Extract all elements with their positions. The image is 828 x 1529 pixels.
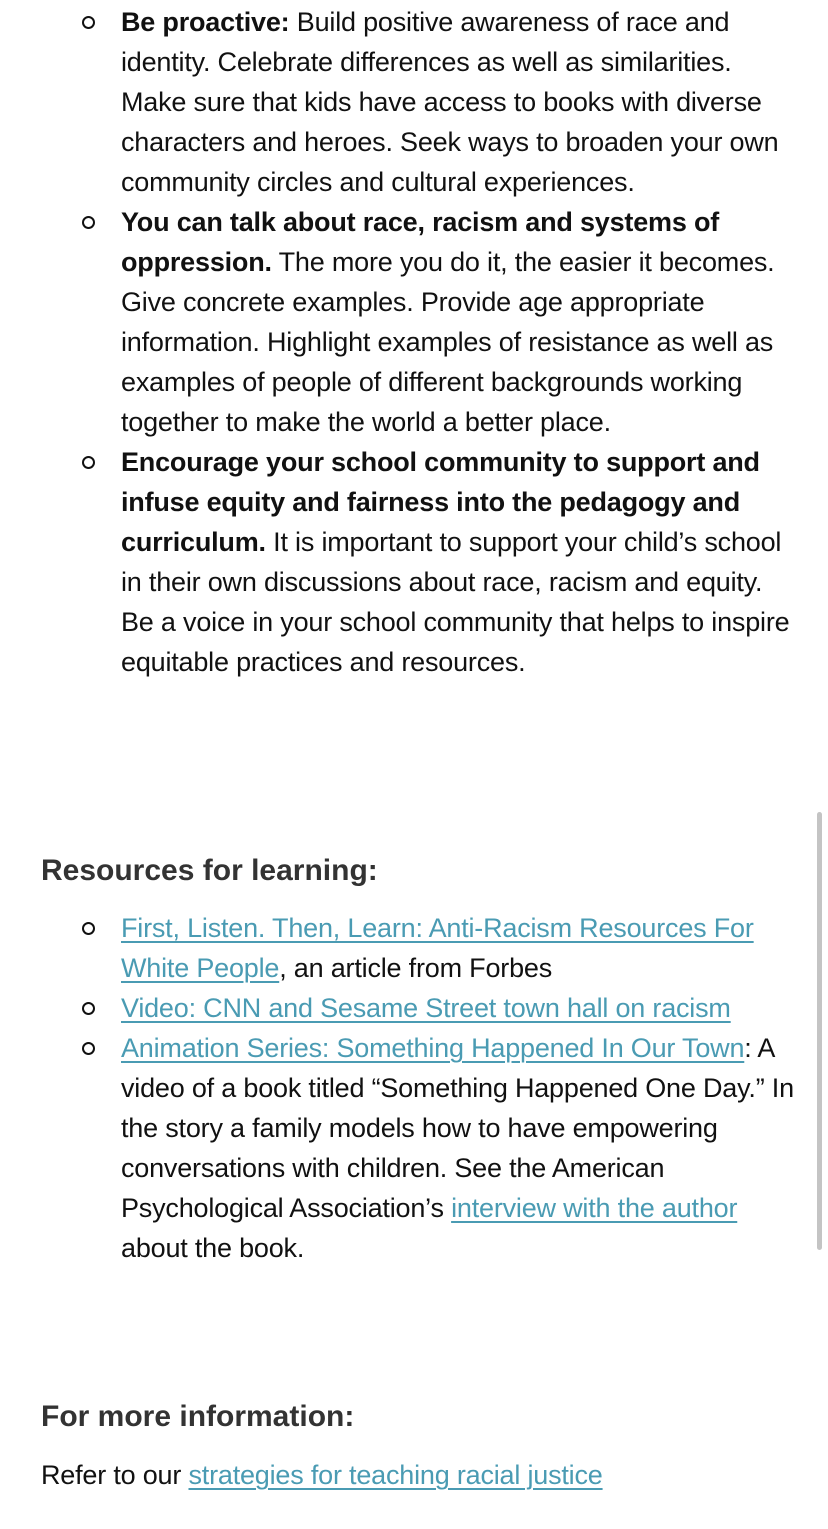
animation-series-link[interactable]: Animation Series: Something Happened In Our Town xyxy=(121,1033,745,1063)
tip-text: It is important to support your child’s school in their own discussions about race, racism and equity. Be a voice in your school community that helps to inspire equitable practices and resources. xyxy=(121,527,790,677)
list-item xyxy=(0,1028,828,1268)
tip-bold-lead: You can talk about race, racism and systems of oppression. xyxy=(121,207,720,277)
more-info-heading: For more information: xyxy=(41,1400,355,1433)
tips-list xyxy=(0,2,828,682)
list-item xyxy=(0,2,828,202)
hollow-circle-bullet-icon xyxy=(82,16,95,29)
resource-description: , an article from Forbes xyxy=(279,953,552,983)
refer-paragraph xyxy=(41,1455,603,1495)
tip-bold-lead: Encourage your school community to support and infuse equity and fairness into the pedagogy and curriculum. xyxy=(121,447,760,557)
resource-description: : A video of a book titled “Something Happened One Day.” In the story a family models how to have empowering conversations with children. See the American Psychological Association’s xyxy=(121,1033,794,1223)
hollow-circle-bullet-icon xyxy=(82,922,95,935)
forbes-article-link[interactable]: First, Listen. Then, Learn: Anti-Racism Resources For White People xyxy=(121,913,754,983)
resource-description-end: about the book. xyxy=(121,1233,305,1263)
list-item xyxy=(0,202,828,442)
author-interview-link[interactable]: interview with the author xyxy=(451,1193,738,1223)
racial-justice-strategies-link[interactable]: strategies for teaching racial justice xyxy=(188,1460,603,1490)
hollow-circle-bullet-icon xyxy=(82,1002,95,1015)
cnn-sesame-video-link[interactable]: Video: CNN and Sesame Street town hall on racism xyxy=(121,993,731,1023)
list-item xyxy=(0,908,828,988)
resources-heading: Resources for learning: xyxy=(41,854,378,887)
hollow-circle-bullet-icon xyxy=(82,1042,95,1055)
hollow-circle-bullet-icon xyxy=(82,216,95,229)
list-item xyxy=(0,442,828,682)
tip-bold-lead: Be proactive: xyxy=(121,7,290,37)
refer-prefix: Refer to our xyxy=(41,1460,189,1490)
resources-list xyxy=(0,908,828,1268)
tip-text: The more you do it, the easier it becomes. Give concrete examples. Provide age appropriate information. Highlight examples of resistance as well as examples of people of different backgrounds working together to make the world a better place. xyxy=(121,247,775,437)
list-item xyxy=(0,988,828,1028)
tip-text: Build positive awareness of race and identity. Celebrate differences as well as similarities. Make sure that kids have access to books with diverse characters and heroes. Seek ways to broaden your own community circles and cultural experiences. xyxy=(121,7,779,197)
hollow-circle-bullet-icon xyxy=(82,456,95,469)
vertical-scrollbar[interactable] xyxy=(817,812,822,1250)
